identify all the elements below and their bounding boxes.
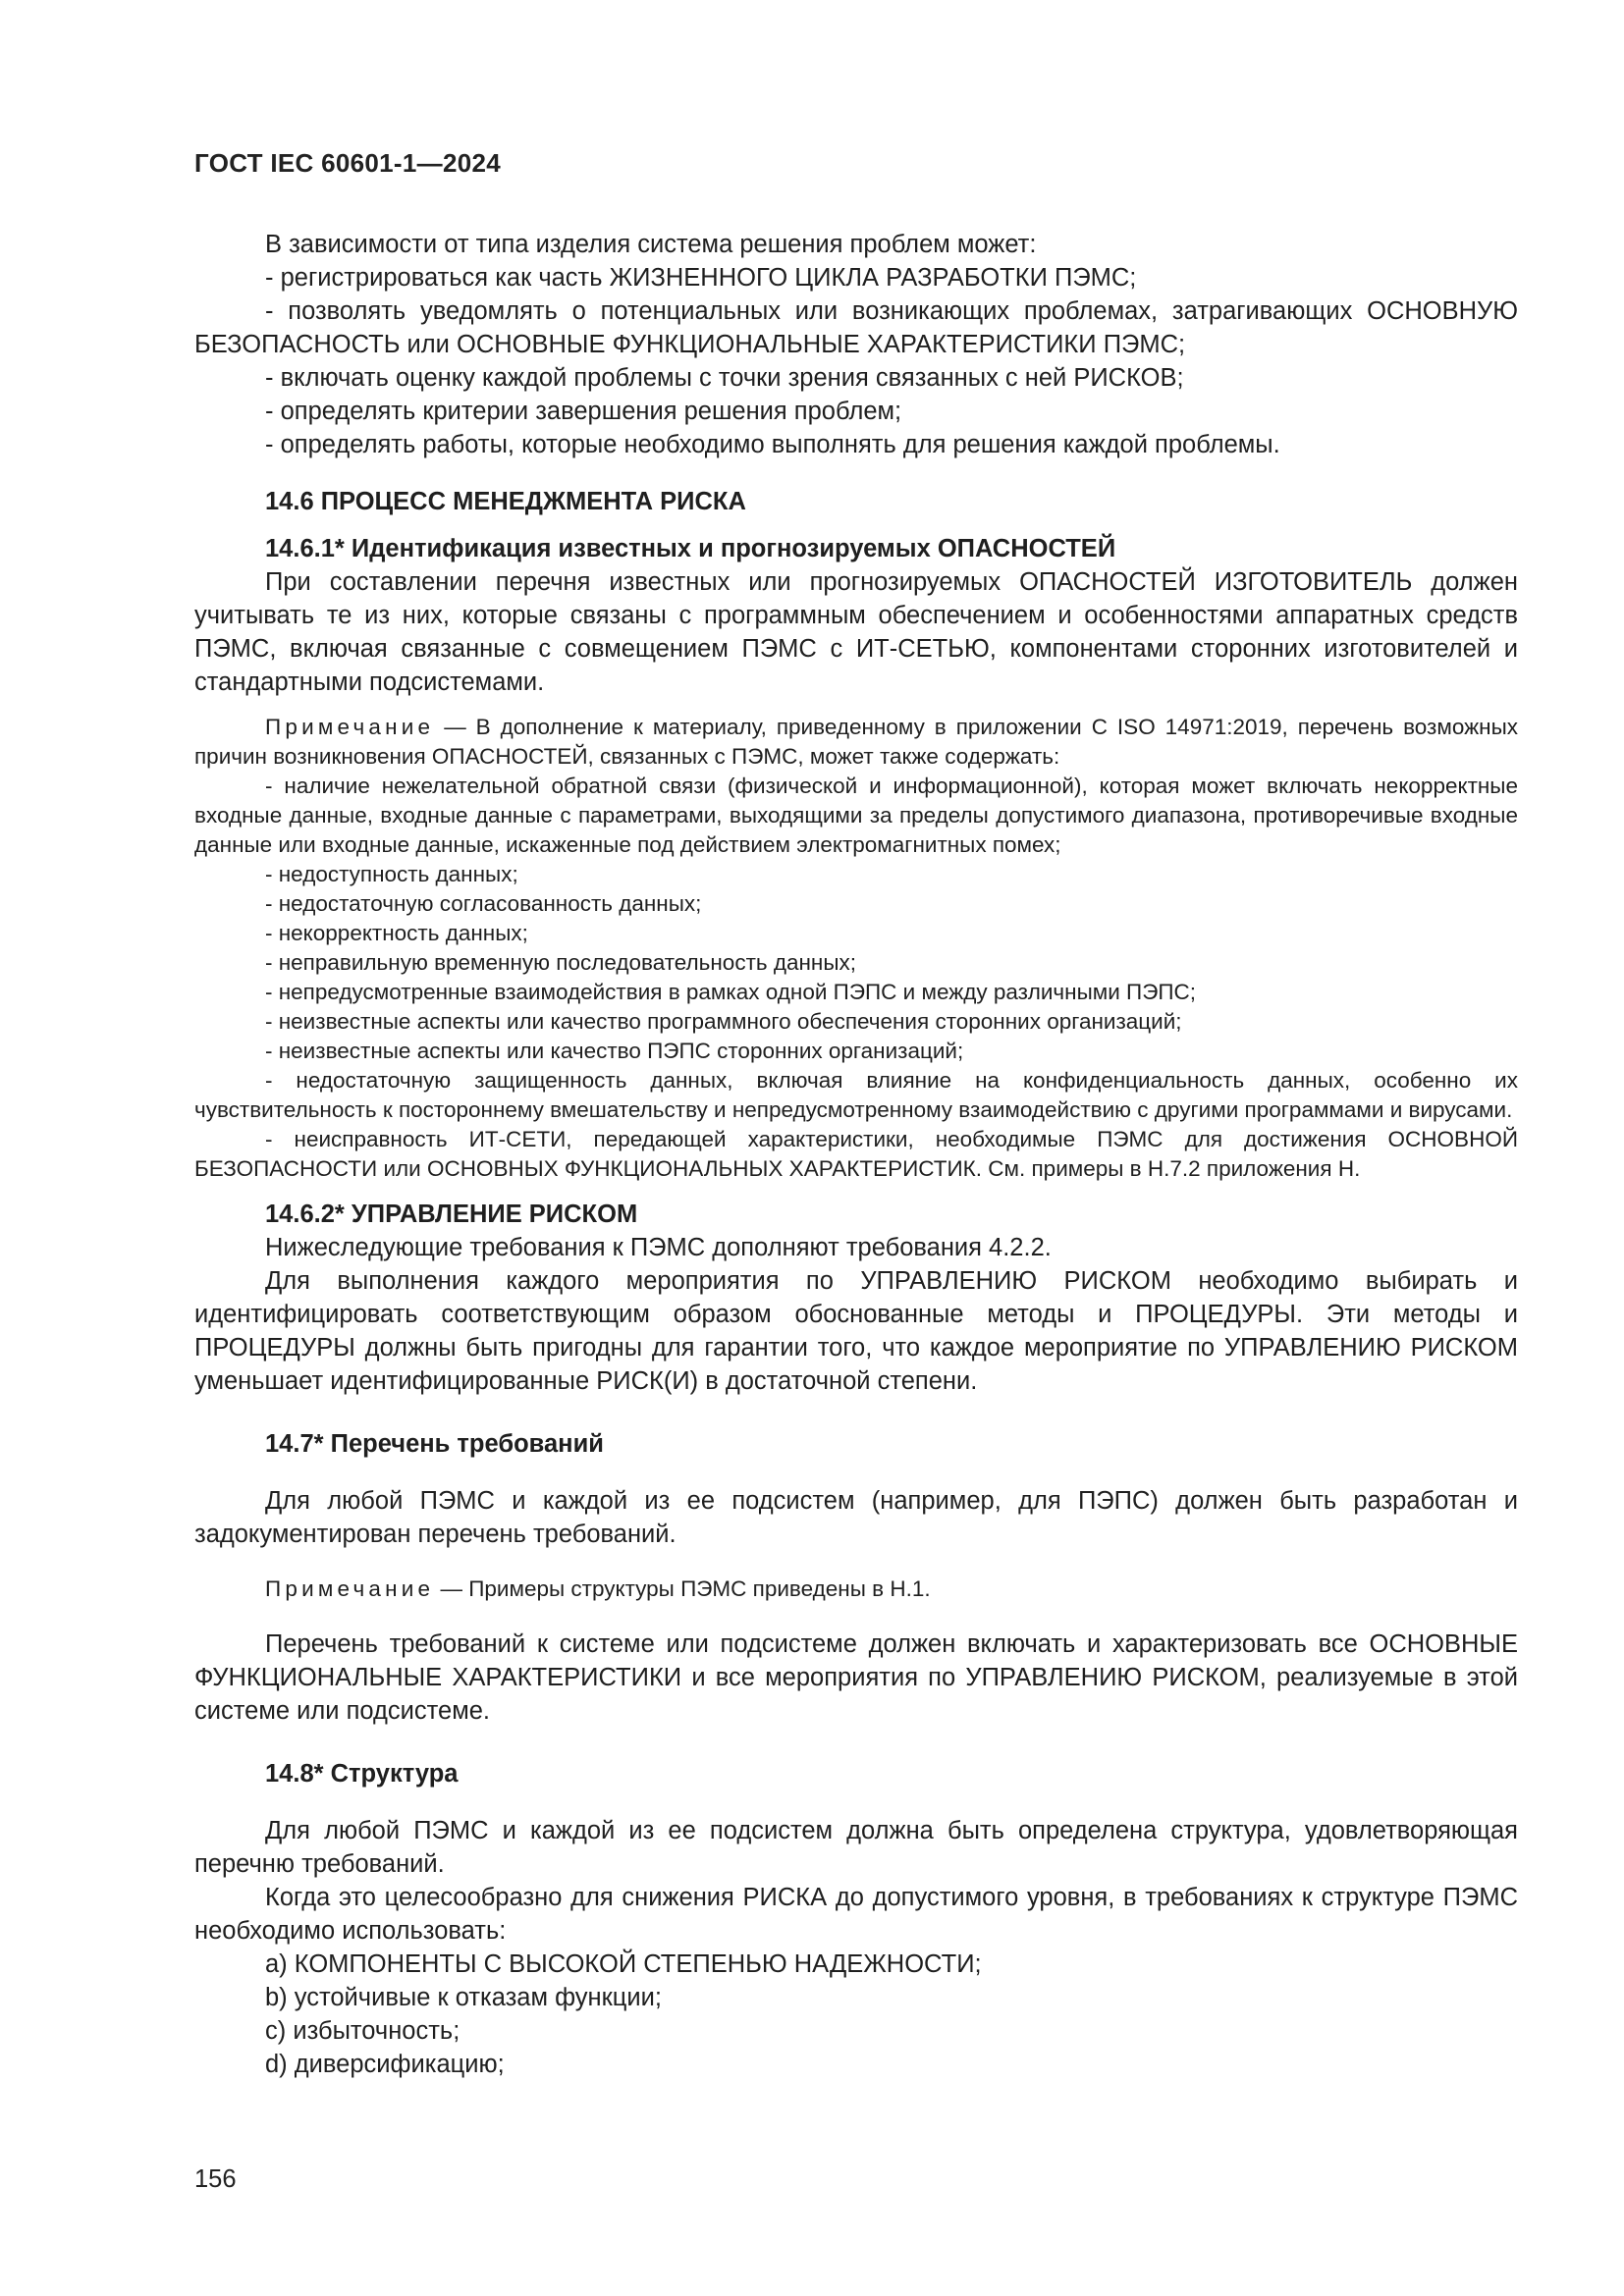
note: [194, 1575, 1518, 1604]
note-item: - неисправность ИТ-СЕТИ, передающей характеристики, необходимые ПЭМС для достижения ОСНОВНОЙ БЕЗОПАСНОСТИ или ОСНОВНЫХ ФУНКЦИОНАЛЬНЫХ ХАРАКТЕРИСТИК. См. примеры в H.7.2 приложения H.: [194, 1127, 1518, 1181]
paragraph: Для любой ПЭМС и каждой из ее подсистем должна быть определена структура, удовлетворяющая перечню требований.: [194, 1817, 1518, 1878]
paragraph: Для любой ПЭМС и каждой из ее подсистем (например, для ПЭПС) должен быть разработан и задокументирован перечень требований.: [194, 1487, 1518, 1548]
note-item: - непредусмотренные взаимодействия в рамках одной ПЭПС и между различными ПЭПС;: [265, 980, 1197, 1004]
section-heading-14-6-1: 14.6.1* Идентификация известных и прогнозируемых ОПАСНОСТЕЙ: [265, 535, 1116, 562]
note-item: - наличие нежелательной обратной связи (физической и информационной), которая может включать некорректные входные данные, входные данные с параметрами, выходящими за пределы допустимого диапазона, противоречивые входные данные или входные данные, искаженные под действием электромагнитных помех;: [194, 774, 1518, 857]
page-body: [194, 228, 1518, 2081]
document-header: ГОСТ IEC 60601-1—2024: [194, 148, 501, 178]
list-item: a) КОМПОНЕНТЫ С ВЫСОКОЙ СТЕПЕНЬЮ НАДЕЖНОСТИ;: [265, 1950, 982, 1978]
paragraph: Перечень требований к системе или подсистеме должен включать и характеризовать все ОСНОВНЫЕ ФУНКЦИОНАЛЬНЫЕ ХАРАКТЕРИСТИКИ и все мероприятия по УПРАВЛЕНИЮ РИСКОМ, реализуемые в этой системе или подсистеме.: [194, 1630, 1518, 1725]
intro-item: - определять критерии завершения решения проблем;: [265, 398, 902, 425]
intro-item: - позволять уведомлять о потенциальных или возникающих проблемах, затрагивающих ОСНОВНУЮ БЕЗОПАСНОСТЬ или ОСНОВНЫЕ ФУНКЦИОНАЛЬНЫЕ ХАРАКТЕРИСТИКИ ПЭМС;: [194, 297, 1518, 358]
intro-item: - определять работы, которые необходимо выполнять для решения каждой проблемы.: [265, 431, 1280, 458]
page-number: 156: [194, 2165, 237, 2193]
intro-lead: В зависимости от типа изделия система решения проблем может:: [265, 231, 1037, 258]
note-label: Примечание: [265, 1576, 435, 1601]
note-item: - неизвестные аспекты или качество ПЭПС сторонних организаций;: [265, 1039, 964, 1063]
note-item: - некорректность данных;: [265, 921, 528, 945]
note-text: — Примеры структуры ПЭМС приведены в H.1.: [434, 1576, 931, 1601]
note-label: Примечание: [265, 715, 435, 739]
list-item: c) избыточность;: [265, 2017, 460, 2045]
note-item: - неправильную временную последовательность данных;: [265, 950, 857, 975]
section-heading-14-7: 14.7* Перечень требований: [265, 1430, 604, 1458]
intro-item: - регистрироваться как часть ЖИЗНЕННОГО ЦИКЛА РАЗРАБОТКИ ПЭМС;: [265, 264, 1137, 292]
section-heading-14-6-2: 14.6.2* УПРАВЛЕНИЕ РИСКОМ: [265, 1201, 638, 1228]
note-item: - недостаточную согласованность данных;: [265, 891, 702, 916]
list-item: b) устойчивые к отказам функции;: [265, 1984, 662, 2011]
paragraph: Когда это целесообразно для снижения РИСКА до допустимого уровня, в требованиях к структуре ПЭМС необходимо использовать:: [194, 1884, 1518, 1945]
paragraph: Нижеследующие требования к ПЭМС дополняют требования 4.2.2.: [265, 1234, 1052, 1261]
paragraph: При составлении перечня известных или прогнозируемых ОПАСНОСТЕЙ ИЗГОТОВИТЕЛЬ должен учитывать те из них, которые связаны с программным обеспечением и особенностями аппаратных средств ПЭМС, включая связанные с совмещением ПЭМС с ИТ-СЕТЬЮ, компонентами сторонних изготовителей и стандартными подсистемами.: [194, 568, 1518, 696]
note-item: - неизвестные аспекты или качество программного обеспечения сторонних организаций;: [265, 1009, 1182, 1034]
note-item: - недоступность данных;: [265, 862, 518, 886]
section-heading-14-6: 14.6 ПРОЦЕСС МЕНЕДЖМЕНТА РИСКА: [265, 488, 746, 515]
note-item: - недостаточную защищенность данных, включая влияние на конфиденциальность данных, особенно их чувствительность к постороннему вмешательству и непредусмотренному взаимодействию с другими программами и вирусами.: [194, 1068, 1518, 1122]
paragraph: Для выполнения каждого мероприятия по УПРАВЛЕНИЮ РИСКОМ необходимо выбирать и идентифицировать соответствующим образом обоснованные методы и ПРОЦЕДУРЫ. Эти методы и ПРОЦЕДУРЫ должны быть пригодны для гарантии того, что каждое мероприятие по УПРАВЛЕНИЮ РИСКОМ уменьшает идентифицированные РИСК(И) в достаточной степени.: [194, 1267, 1518, 1395]
list-item: d) диверсификацию;: [265, 2051, 505, 2078]
intro-item: - включать оценку каждой проблемы с точки зрения связанных с ней РИСКОВ;: [265, 364, 1184, 392]
note: [194, 713, 1518, 772]
section-heading-14-8: 14.8* Структура: [265, 1760, 459, 1788]
note-text: — В дополнение к материалу, приведенному в приложении C ISO 14971:2019, перечень возможных причин возникновения ОПАСНОСТЕЙ, связанных с ПЭМС, может также содержать:: [194, 715, 1518, 769]
